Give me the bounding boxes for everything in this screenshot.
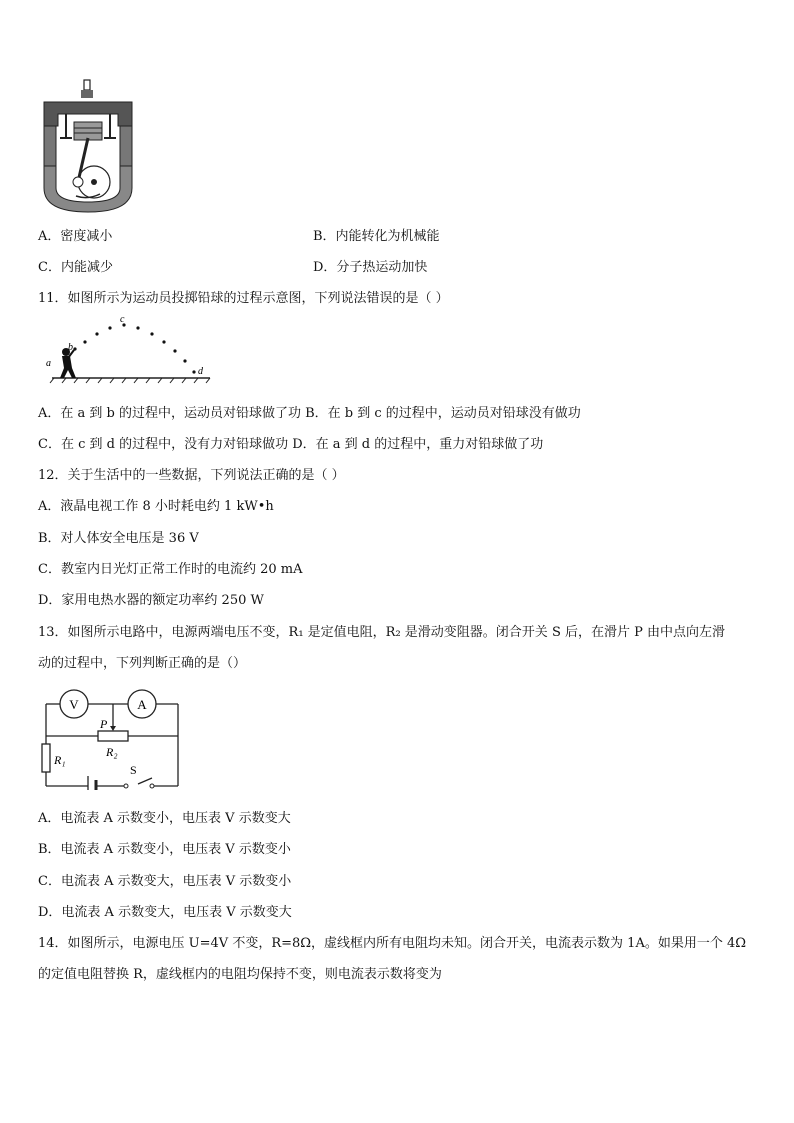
r1-label: R₁ (54, 753, 66, 767)
q11-options-line2: C．在 c 到 d 的过程中，没有力对铅球做功 D．在 a 到 d 的过程中，重力对铅球做了功 (38, 437, 544, 452)
q12-option-d: D．家用电热水器的额定功率约 250 W (38, 593, 264, 608)
q14-line1: 14．如图所示，电源电压 U=4V 不变，R=8Ω，虚线框内所有电阻均未知。闭合开关，电流表示数为 1A。如果用一个 4Ω (38, 936, 747, 951)
switch-s-label: S (130, 763, 137, 777)
q13-option-b: B．电流表 A 示数变小，电压表 V 示数变小 (38, 842, 291, 857)
slider-p-label: P (100, 717, 108, 731)
ammeter-label: A (137, 697, 147, 712)
point-d-label: d (198, 366, 203, 377)
voltmeter-label: V (69, 697, 79, 712)
q11-options-line1: A．在 a 到 b 的过程中，运动员对铅球做了功 B．在 b 到 c 的过程中，运动员对铅球没有做功 (38, 406, 581, 421)
shot-put-trajectory-figure (42, 316, 212, 386)
point-b-label: b (68, 342, 73, 353)
q12-option-b: B．对人体安全电压是 36 V (38, 531, 199, 546)
q13-stem-line2: 动的过程中，下列判断正确的是（） (38, 656, 247, 671)
engine-cylinder-figure (38, 78, 138, 218)
point-a-label: a (46, 358, 51, 369)
q14-line2: 的定值电阻替换 R，虚线框内的电阻均保持不变，则电流表示数将变为 (38, 967, 442, 982)
r2-label: R₂ (106, 745, 118, 759)
q13-stem-line1: 13．如图所示电路中，电源两端电压不变，R₁ 是定值电阻，R₂ 是滑动变阻器。闭合开关 S 后，在滑片 P 由中点向左滑 (38, 625, 725, 640)
q13-option-c: C．电流表 A 示数变大，电压表 V 示数变小 (38, 874, 292, 889)
point-c-label: c (120, 316, 125, 325)
q10-option-d: D．分子热运动加快 (313, 260, 428, 275)
q10-option-a: A．密度减小 (38, 229, 113, 244)
q13-option-a: A．电流表 A 示数变小，电压表 V 示数变大 (38, 811, 291, 826)
q13-option-d: D．电流表 A 示数变大，电压表 V 示数变大 (38, 905, 292, 920)
q12-stem: 12．关于生活中的一些数据，下列说法正确的是（ ） (38, 468, 345, 483)
q10-option-b: B．内能转化为机械能 (313, 229, 440, 244)
circuit-diagram-figure (38, 686, 188, 790)
q12-option-a: A．液晶电视工作 8 小时耗电约 1 kW•h (38, 499, 274, 514)
q10-option-c: C．内能减少 (38, 260, 113, 275)
q12-option-c: C．教室内日光灯正常工作时的电流约 20 mA (38, 562, 303, 577)
q11-stem: 11．如图所示为运动员投掷铅球的过程示意图，下列说法错误的是（ ） (38, 291, 449, 306)
